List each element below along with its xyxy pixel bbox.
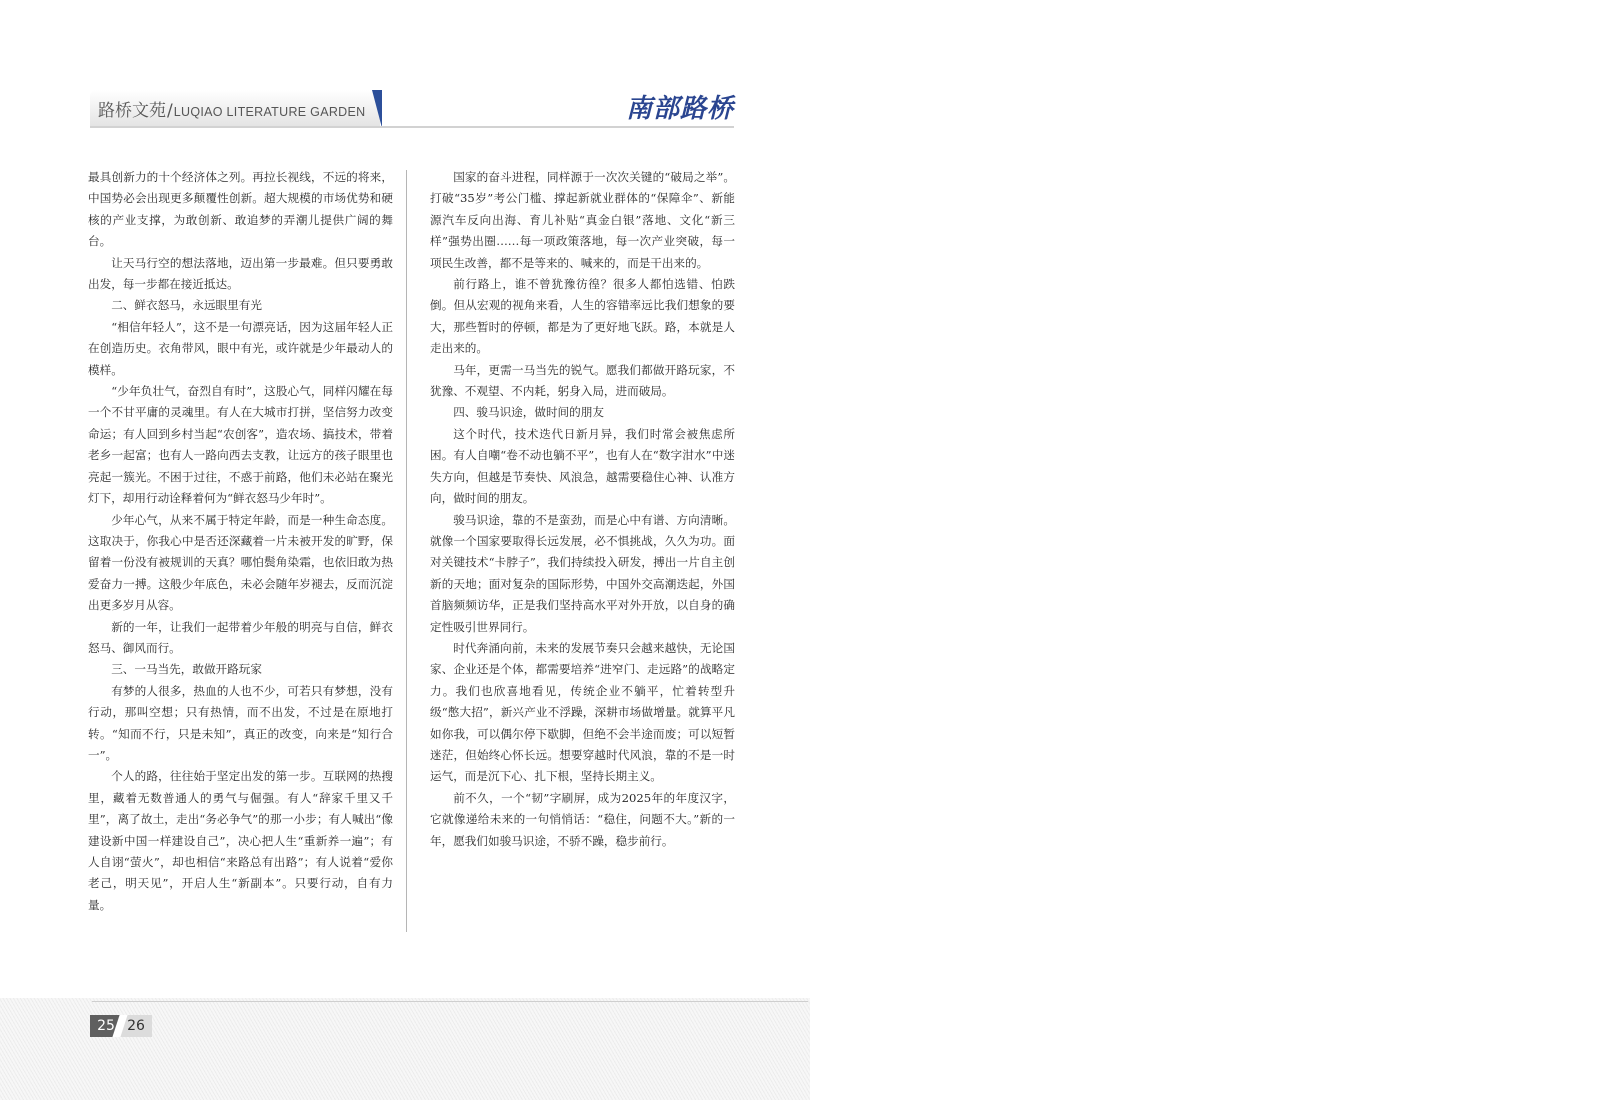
paragraph: 时代奔涌向前，未来的发展节奏只会越来越快，无论国家、企业还是个体，都需要培养“进窄门、走远路”的战略定力。我们也欣喜地看见，传统企业不躺平，忙着转型升级“憋大招”，新兴产业不浮躁，深耕市场做增量。就算平凡如你我，可以偶尔停下歇脚，但绝不会半途而废；可以短暂迷茫，但始终心怀长远。想要穿越时代风浪，靠的不是一时运气，而是沉下心、扎下根，坚持长期主义。: [430, 640, 735, 784]
paragraph: 让天马行空的想法落地，迈出第一步最难。但只要勇敢出发，每一步都在接近抵达。: [88, 255, 393, 292]
page-number-left: 25: [90, 1015, 122, 1037]
paragraph: 这个时代，技术迭代日新月异，我们时常会被焦虑所困。有人自嘲“卷不动也躺不平”，也有人在“数字泔水”中迷失方向，但越是节奏快、风浪急，越需要稳住心神、认准方向，做时间的朋友。: [430, 426, 735, 506]
section-heading: 三、一马当先，敢做开路玩家: [111, 662, 262, 677]
paragraph: 马年，更需一马当先的锐气。愿我们都做开路玩家，不犹豫、不观望、不内耗，躬身入局，进而破局。: [430, 362, 735, 399]
page-number-right: 26: [120, 1015, 152, 1037]
section-title-separator: /: [167, 101, 173, 121]
header-rule: [90, 126, 734, 128]
paragraph: “少年负壮气，奋烈自有时”，这股心气，同样闪耀在每一个不甘平庸的灵魂里。有人在大城市打拼，坚信努力改变命运；有人回到乡村当起“农创客”，造农场、搞技术，带着老乡一起富；也有人一路向西去支教，让远方的孩子眼里也亮起一簇光。不困于过往，不惑于前路，他们未必站在聚光灯下，却用行动诠释着何为“鲜衣怒马少年时”。: [88, 384, 393, 506]
paragraph: 新的一年，让我们一起带着少年般的明亮与自信，鲜衣怒马、御风而行。: [88, 619, 393, 655]
paragraph: 国家的奋斗进程，同样源于一次次关键的“破局之举”。打破“35岁”考公门槛、撑起新就业群体的“保障伞”、新能源汽车反向出海、育儿补贴“真金白银”落地、文化“新三样”强势出圈……每一项政策落地，每一次产业突破，每一项民生改善，都不是等来的、喊来的，而是干出来的。: [430, 170, 735, 270]
section-title: [98, 96, 365, 121]
right-column: [430, 167, 735, 852]
section-title-cn: 路桥文苑: [98, 101, 166, 121]
left-column: [88, 167, 393, 916]
header-accent-bar: [372, 90, 382, 128]
page-header: [90, 90, 734, 128]
paragraph: 个人的路，往往始于坚定出发的第一步。互联网的热搜里，藏着无数普通人的勇气与倔强。有人“辞家千里又千里”，离了故土，走出“务必争气”的那一小步；有人喊出“像建设新中国一样建设自己”，决心把人生“重新养一遍”；有人自诩“萤火”，却也相信“来路总有出路”；有人说着“爱你老己，明天见”，开启人生“新副本”。只要行动，自有力量。: [88, 769, 393, 912]
paragraph: 骏马识途，靠的不是蛮劲，而是心中有谱、方向清晰。就像一个国家要取得长远发展，必不惧挑战，久久为功。面对关键技术“卡脖子”，我们持续投入研发，搏出一片自主创新的天地；面对复杂的国际形势，中国外交高潮迭起，外国首脑频频访华，正是我们坚持高水平对外开放，以自身的确定性吸引世界同行。: [430, 512, 735, 634]
paragraph: 前行路上，谁不曾犹豫彷徨？很多人都怕选错、怕跌倒。但从宏观的视角来看，人生的容错率远比我们想象的要大，那些暂时的停顿，都是为了更好地飞跃。路，本就是人走出来的。: [430, 277, 735, 356]
section-title-en: LUQIAO LITERATURE GARDEN: [173, 105, 366, 119]
section-label: [90, 90, 380, 126]
paragraph: 最具创新力的十个经济体之列。再拉长视线，不远的将来，中国势必会出现更多颠覆性创新。超大规模的市场优势和硬核的产业支撑，为敢创新、敢追梦的弄潮儿提供广阔的舞台。: [88, 170, 393, 249]
section-heading: 四、骏马识途，做时间的朋友: [453, 405, 604, 420]
paragraph: 有梦的人很多，热血的人也不少，可若只有梦想，没有行动，那叫空想；只有热情，而不出发，不过是在原地打转。“知而不行，只是未知”，真正的改变，向来是“知行合一”。: [88, 683, 393, 762]
section-heading: 二、鲜衣怒马，永远眼里有光: [111, 298, 262, 313]
footer-pattern: [0, 998, 810, 1100]
column-divider: [406, 170, 407, 932]
paragraph: 少年心气，从来不属于特定年龄，而是一种生命态度。这取决于，你我心中是否还深藏着一片未被开发的旷野，保留着一份没有被规训的天真？哪怕鬓角染霜，也依旧敢为热爱奋力一搏。这般少年底色，未必会随年岁褪去，反而沉淀出更多岁月从容。: [88, 512, 393, 613]
footer-rule: [92, 1001, 808, 1002]
paragraph: 前不久，一个“韧”字刷屏，成为2025年的年度汉字，它就像递给未来的一句悄悄话：“稳住，问题不大。”新的一年，愿我们如骏马识途，不骄不躁，稳步前行。: [430, 790, 735, 848]
paragraph: “相信年轻人”，这不是一句漂亮话，因为这届年轻人正在创造历史。衣角带风，眼中有光，或许就是少年最动人的模样。: [88, 319, 393, 377]
magazine-logo: 南部路桥: [625, 94, 734, 124]
